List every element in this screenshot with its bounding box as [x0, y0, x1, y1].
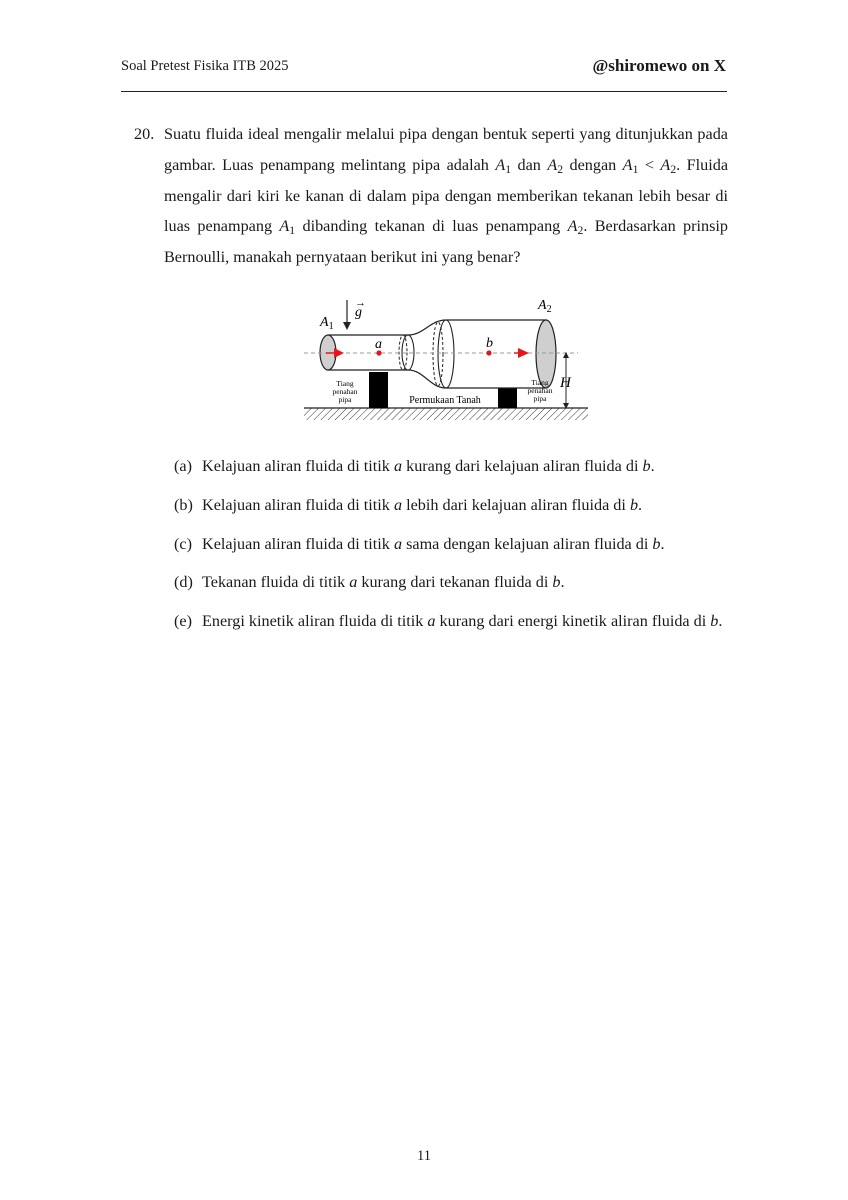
var-a: a — [393, 495, 403, 514]
var-A: A — [660, 155, 671, 174]
var-a: a — [393, 457, 403, 475]
subscript: 1 — [505, 162, 512, 176]
option-text: kurang dari energi kinetik aliran fluida di — [435, 612, 711, 631]
option-label: (d) — [174, 573, 193, 592]
less-than: < — [638, 155, 661, 174]
option-e — [174, 606, 728, 637]
support-right-label-1: Tiang — [531, 378, 549, 387]
pipe-diagram-svg — [300, 292, 592, 424]
var-b: b — [629, 495, 639, 514]
support-left-label-2: penahan — [332, 387, 358, 396]
var-b: b — [652, 534, 661, 553]
label-A2 — [537, 298, 552, 315]
header-title: Soal Pretest Fisika ITB 2025 — [121, 58, 289, 74]
option-text: . — [560, 573, 565, 592]
label-A1 — [319, 315, 334, 332]
subscript: 2 — [557, 162, 564, 176]
pipe-diagram — [300, 292, 592, 424]
support-right-label-3: pipa — [533, 394, 547, 403]
option-label: (c) — [174, 534, 192, 553]
option-label: (a) — [174, 457, 192, 475]
option-label: (e) — [174, 612, 192, 631]
question-text-part: dengan — [563, 155, 623, 174]
option-b — [174, 490, 728, 521]
question-number: 20. — [134, 125, 155, 143]
ground-label: Permukaan Tanah — [409, 395, 481, 406]
option-text: . — [638, 495, 643, 514]
var-A: A — [495, 155, 506, 174]
var-a: a — [349, 573, 358, 592]
var-b: b — [552, 573, 561, 592]
support-left-label-1: Tiang — [336, 379, 354, 388]
label-A2-letter: A — [538, 298, 547, 313]
option-text: . — [660, 534, 665, 553]
option-c — [174, 529, 728, 560]
var-A: A — [567, 217, 578, 236]
support-right — [498, 388, 517, 408]
question-text-part: dan — [511, 155, 548, 174]
point-b — [486, 350, 491, 355]
var-A: A — [279, 217, 290, 236]
subscript: 1 — [632, 162, 639, 176]
label-g: g — [355, 305, 362, 320]
option-text: lebih dari kelajuan aliran fluida di — [402, 495, 630, 514]
var-b: b — [710, 612, 719, 631]
flow-arrow-right — [518, 348, 529, 358]
option-text: Kelajuan aliran fluida di titik — [202, 457, 394, 475]
label-A2-sub: 2 — [546, 304, 552, 315]
question-text-part: dibanding tekanan di luas penampang — [295, 217, 568, 236]
var-a: a — [427, 612, 436, 631]
label-A1-letter: A — [320, 315, 329, 330]
var-A: A — [622, 155, 633, 174]
subscript: 1 — [289, 224, 296, 238]
subscript: 2 — [577, 224, 584, 238]
label-a: a — [375, 337, 382, 352]
question-text-part: . Berdasarkan prinsip Bernoulli, manakah pernyataan berikut ini yang benar? — [164, 217, 728, 267]
support-left-label-3: pipa — [338, 395, 352, 404]
option-text: kurang dari tekanan fluida di — [357, 573, 553, 592]
question-text — [164, 119, 728, 273]
option-text: Energi kinetik aliran fluida di titik — [202, 612, 428, 631]
subscript: 2 — [670, 162, 677, 176]
option-text: Tekanan fluida di titik — [202, 573, 350, 592]
label-H: H — [560, 375, 571, 391]
page-number: 11 — [417, 1148, 431, 1164]
var-a: a — [393, 534, 403, 553]
option-d — [174, 567, 728, 598]
header-divider — [121, 91, 727, 92]
option-text: Kelajuan aliran fluida di titik — [202, 534, 394, 553]
support-right-label-2: penahan — [527, 386, 553, 395]
flow-arrow-left — [334, 348, 344, 358]
option-a — [174, 451, 728, 482]
option-text: sama dengan kelajuan aliran fluida di — [402, 534, 653, 553]
question-20 — [134, 119, 728, 273]
option-text: kurang dari kelajuan aliran fluida di — [402, 457, 643, 475]
option-text: . — [650, 457, 655, 475]
answer-options — [174, 451, 728, 645]
question-text-part: . Fluida mengalir dari kiri ke kanan di dalam pipa dengan memberikan tekanan lebih besar di luas penampang — [164, 155, 729, 236]
support-left — [369, 372, 388, 408]
option-text: Kelajuan aliran fluida di titik — [202, 495, 394, 514]
gravity-arrow-head — [343, 322, 351, 330]
ground-hatch — [304, 408, 588, 420]
var-A: A — [547, 155, 558, 174]
wide-pipe-start-outline — [438, 320, 454, 388]
header-author: @shiromewo on X — [592, 56, 726, 75]
option-text: . — [718, 612, 723, 631]
question-text-part: Suatu fluida ideal mengalir melalui pipa dengan bentuk seperti yang ditunjukkan pada gambar. Luas penampang melintang pipa adalah — [164, 125, 728, 174]
vector-arrow-icon: → — [355, 297, 366, 309]
option-label: (b) — [174, 495, 193, 514]
label-A1-sub: 1 — [328, 321, 334, 332]
label-b: b — [486, 336, 493, 351]
var-b: b — [642, 457, 651, 475]
